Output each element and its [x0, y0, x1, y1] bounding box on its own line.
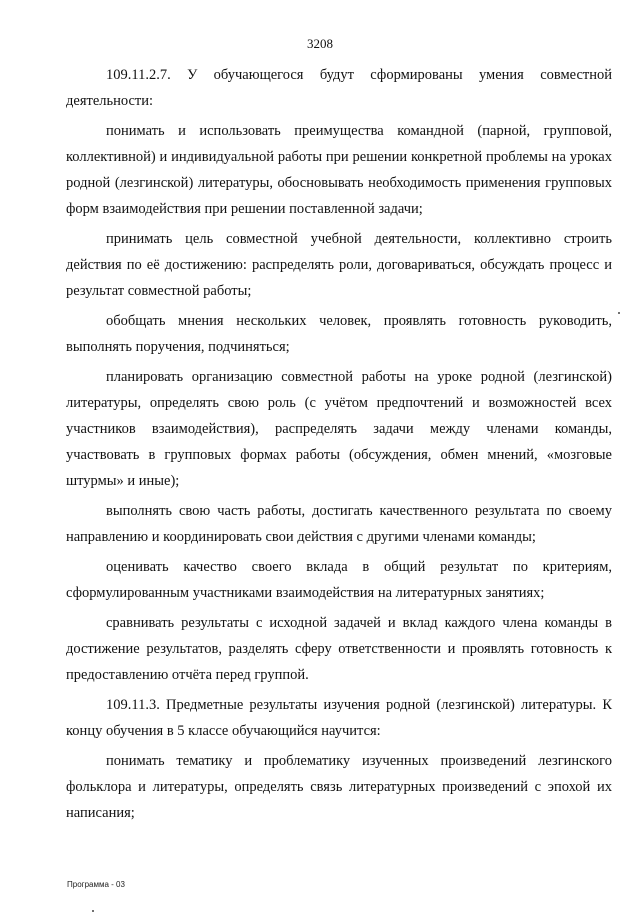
page-footer: Программа - 03	[67, 880, 125, 889]
scan-speck	[618, 312, 620, 314]
paragraph-teamwork-advantages: понимать и использовать преимущества командной (парной, групповой, коллективной) и индивидуальной работы при решении конкретной проблемы на уроках родной (лезгинской) литературы, обосновывать необходимость применения групповых форм взаимодействия при решении поставленной задачи;	[66, 123, 612, 217]
scan-speck	[92, 910, 94, 912]
paragraph-section-109-11-2-7: 109.11.2.7. У обучающегося будут сформированы умения совместной деятельности:	[66, 67, 612, 109]
paragraph-compare-results: сравнивать результаты с исходной задачей и вклад каждого члена команды в достижение результатов, разделять сферу ответственности и проявлять готовность к предоставлению отчёта перед группой.	[66, 615, 612, 683]
paragraph-plan-organization: планировать организацию совместной работы на уроке родной (лезгинской) литературы, определять свою роль (с учётом предпочтений и возможностей всех участников взаимодействия), распределять задачи между членами команды, участвовать в групповых формах работы (обсуждения, обмен мнений, «мозговые штурмы» и иные);	[66, 369, 612, 489]
paragraph-understand-themes: понимать тематику и проблематику изученных произведений лезгинского фольклора и литературы, определять связь литературных произведений с эпохой их написания;	[66, 753, 612, 821]
paragraph-section-109-11-3: 109.11.3. Предметные результаты изучения родной (лезгинской) литературы. К концу обучения в 5 классе обучающийся научится:	[66, 697, 612, 739]
paragraph-accept-goal: принимать цель совместной учебной деятельности, коллективно строить действия по её достижению: распределять роли, договариваться, обсуждать процесс и результат совместной работы;	[66, 231, 612, 299]
page-number: 3208	[307, 36, 333, 51]
document-body	[66, 62, 612, 830]
paragraph-generalize-opinions: обобщать мнения нескольких человек, проявлять готовность руководить, выполнять поручения, подчиняться;	[66, 313, 612, 355]
paragraph-evaluate-contribution: оценивать качество своего вклада в общий результат по критериям, сформулированным участниками взаимодействия на литературных занятиях;	[66, 559, 612, 601]
paragraph-do-own-part: выполнять свою часть работы, достигать качественного результата по своему направлению и координировать свои действия с другими членами команды;	[66, 503, 612, 545]
